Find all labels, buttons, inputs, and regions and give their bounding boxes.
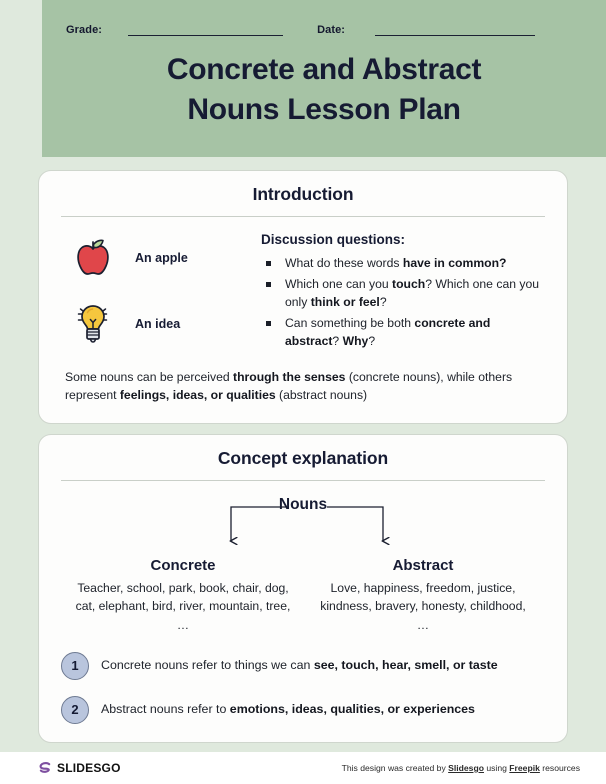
grade-field[interactable] [66,24,283,36]
column-title-concrete: Concrete [150,557,216,574]
introduction-body [39,217,567,354]
branch-arrows-svg [39,493,569,557]
nouns-branch-diagram [39,493,567,557]
introduction-summary: Some nouns can be perceived through the senses (concrete nouns), while others represent feelings, ideas, or qualities (abstract nouns) [65,369,513,403]
example-label-apple: An apple [135,251,188,265]
concept-card-title: Concept explanation [217,448,389,468]
discussion-questions-title: Discussion questions: [261,232,406,247]
slidesgo-brand-name: SLIDESGO [57,761,121,775]
slidesgo-brand[interactable] [38,761,121,775]
key-point-row [61,696,541,724]
point-text: Abstract nouns refer to emotions, ideas, qualities, or experiences [101,702,475,717]
discussion-questions [261,231,545,354]
date-field[interactable] [317,24,535,36]
discussion-questions-list [261,255,545,351]
concept-explanation-card [38,434,568,743]
question-item: Can something be both concrete and abstract? Why? [261,315,545,351]
date-label: Date: [317,24,346,36]
column-concrete [63,557,303,634]
page-title-line-2: Nouns Lesson Plan [187,92,461,126]
example-item-idea [73,299,261,349]
diagram-root-label: Nouns [278,496,328,513]
point-text: Concrete nouns refer to things we can see, touch, hear, smell, or taste [101,658,498,673]
grade-label: Grade: [66,24,103,36]
column-abstract [303,557,543,634]
credit-prefix: This design was created by [341,763,449,773]
question-item: What do these words have in common? [261,255,545,273]
point-number-badge: 1 [61,652,89,680]
example-item-apple [73,233,261,283]
concept-divider [61,480,545,481]
grade-input-line[interactable] [128,25,283,36]
slidesgo-link[interactable]: Slidesgo [448,763,484,773]
credit-middle: using [483,763,510,773]
page-title [42,50,606,129]
lightbulb-icon [73,303,113,345]
introduction-card [38,170,568,424]
credit-text [342,763,580,773]
example-list [61,231,261,354]
credit-suffix: resources [539,763,580,773]
column-items-abstract: Love, happiness, freedom, justice, kindness, bravery, honesty, childhood, … [320,581,526,632]
header-band [42,0,606,157]
date-input-line[interactable] [375,25,535,36]
point-number-badge: 2 [61,696,89,724]
noun-type-columns [39,557,567,634]
page-title-line-1: Concrete and Abstract [166,53,482,86]
example-label-idea: An idea [135,317,181,331]
freepik-link[interactable]: Freepik [509,763,540,773]
slidesgo-logo-icon [38,761,52,775]
column-items-concrete: Teacher, school, park, book, chair, dog, cat, elephant, bird, river, mountain, tree, … [75,581,291,632]
question-item: Which one can you touch? Which one can you only think or feel? [261,276,545,312]
introduction-card-title: Introduction [252,184,354,204]
meta-row [42,24,606,36]
footer [0,752,606,784]
key-point-row [61,652,541,680]
apple-icon [73,238,113,278]
column-title-abstract: Abstract [392,557,454,574]
key-points-list [39,634,567,724]
